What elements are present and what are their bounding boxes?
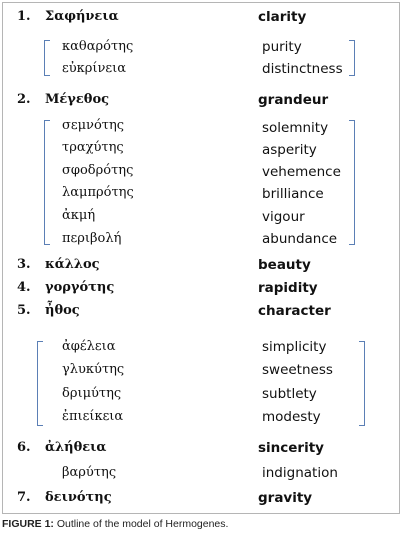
sub-greek-term: καθαρότης xyxy=(62,39,134,54)
left-bracket xyxy=(44,40,50,76)
sub-english-term: sweetness xyxy=(262,362,333,378)
item-number: 3. xyxy=(17,257,31,272)
sub-english-term: brilliance xyxy=(262,186,324,202)
sub-greek-term: περιβολή xyxy=(62,231,122,246)
main-greek-term: γοργότης xyxy=(45,280,115,295)
sub-english-term: modesty xyxy=(262,409,321,425)
caption-label: FIGURE 1: xyxy=(2,518,54,530)
sub-greek-term: γλυκύτης xyxy=(62,362,125,377)
item-number: 2. xyxy=(17,92,31,107)
main-english-term: sincerity xyxy=(258,440,324,456)
sub-english-term: abundance xyxy=(262,231,338,247)
main-english-term: beauty xyxy=(258,257,311,273)
right-bracket xyxy=(349,120,355,245)
sub-greek-term: βαρύτης xyxy=(62,465,117,480)
sub-greek-term: δριμύτης xyxy=(62,386,122,401)
sub-greek-term: ἐπιείκεια xyxy=(62,409,124,424)
main-greek-term: ἦθος xyxy=(45,303,80,318)
main-english-term: clarity xyxy=(258,9,307,25)
main-greek-term: ἀλήθεια xyxy=(45,440,107,455)
right-bracket xyxy=(349,40,355,76)
item-number: 4. xyxy=(17,280,31,295)
figure-caption xyxy=(2,518,228,530)
sub-english-term: vehemence xyxy=(262,164,341,180)
sub-english-term: distinctness xyxy=(262,61,343,77)
sub-english-term: asperity xyxy=(262,142,317,158)
main-english-term: grandeur xyxy=(258,92,329,108)
main-greek-term: Μέγεθος xyxy=(45,92,110,107)
left-bracket xyxy=(37,341,43,426)
sub-greek-term: ἀφέλεια xyxy=(62,339,116,354)
sub-greek-term: σεμνότης xyxy=(62,118,125,133)
item-number: 6. xyxy=(17,440,31,455)
item-number: 7. xyxy=(17,490,31,505)
sub-greek-term: τραχύτης xyxy=(62,140,124,155)
main-english-term: rapidity xyxy=(258,280,318,296)
item-number: 1. xyxy=(17,9,31,24)
main-english-term: character xyxy=(258,303,331,319)
right-bracket xyxy=(359,341,365,426)
sub-english-term: subtlety xyxy=(262,386,317,402)
figure-frame xyxy=(2,2,400,514)
sub-english-term: indignation xyxy=(262,465,338,481)
left-bracket xyxy=(44,120,50,245)
caption-text: Outline of the model of Hermogenes. xyxy=(53,518,229,530)
sub-english-term: simplicity xyxy=(262,339,327,355)
sub-english-term: solemnity xyxy=(262,120,329,136)
sub-greek-term: ἀκμή xyxy=(62,208,96,223)
main-greek-term: δεινότης xyxy=(45,490,112,505)
item-number: 5. xyxy=(17,303,31,318)
sub-greek-term: εὐκρίνεια xyxy=(62,61,127,76)
main-greek-term: κάλλος xyxy=(45,257,100,272)
main-english-term: gravity xyxy=(258,490,313,506)
main-greek-term: Σαφήνεια xyxy=(45,9,119,24)
sub-greek-term: σφοδρότης xyxy=(62,163,134,178)
sub-english-term: purity xyxy=(262,39,302,55)
sub-english-term: vigour xyxy=(262,209,305,225)
sub-greek-term: λαμπρότης xyxy=(62,185,134,200)
